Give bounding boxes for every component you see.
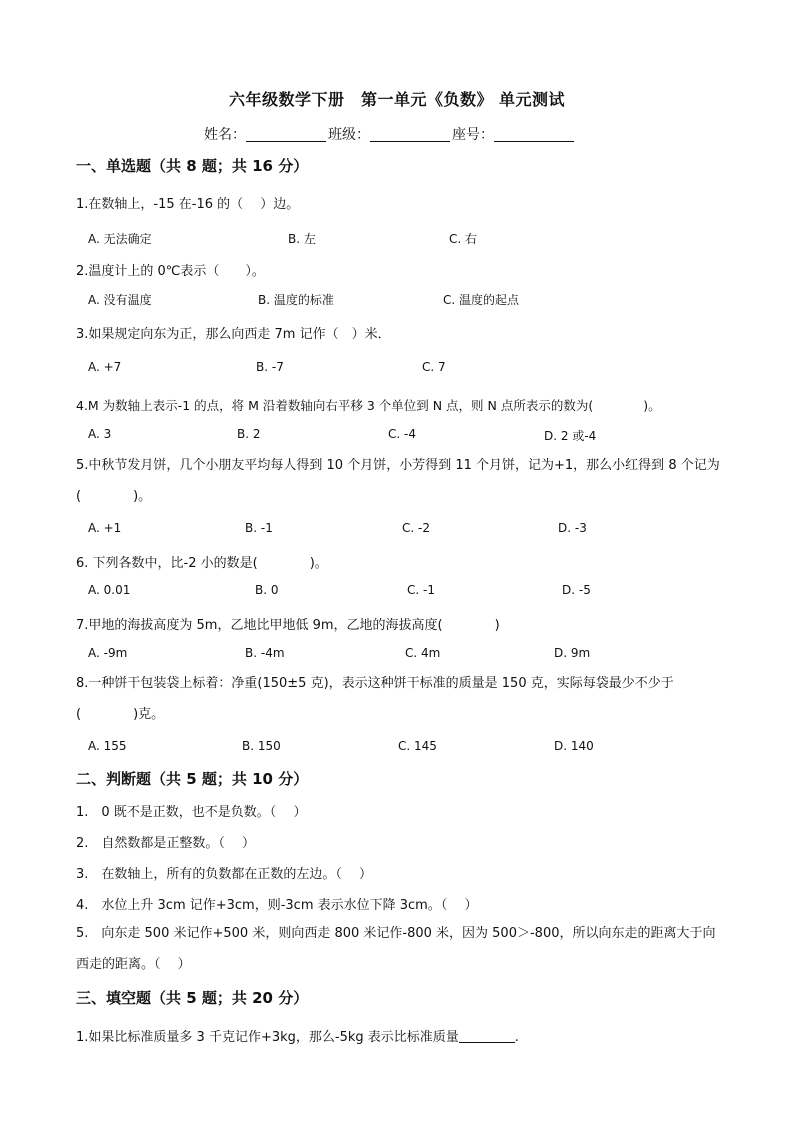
question-text: 2.温度计上的 0℃表示（ ）。	[76, 264, 265, 279]
answer-option[interactable]: B. 150	[242, 739, 281, 753]
answer-option[interactable]: D. -3	[558, 521, 587, 535]
answer-option[interactable]: B. 2	[237, 427, 261, 441]
question-text: 5.中秋节发月饼，几个小朋友平均每人得到 10 个月饼，小芳得到 11 个月饼，记为+1，那么小红得到 8 个记为( )。	[76, 458, 720, 504]
fill-question-suffix: .	[514, 1030, 519, 1045]
class-blank[interactable]	[370, 128, 450, 142]
answer-option[interactable]: B. -4m	[245, 646, 285, 660]
answer-blank[interactable]	[459, 1030, 515, 1043]
judge-question: 4. 水位上升 3cm 记作+3cm，则-3cm 表示水位下降 3cm。（ ）	[76, 898, 478, 913]
answer-option[interactable]: D. -5	[562, 583, 591, 597]
fill-question-text: 1.如果比标准质量多 3 千克记作+3kg，那么-5kg 表示比标准质量	[76, 1030, 459, 1045]
answer-option[interactable]: D. 9m	[554, 646, 591, 660]
question-text: 6. 下列各数中，比-2 小的数是( )。	[76, 556, 328, 571]
answer-option[interactable]: C. 145	[398, 739, 437, 753]
answer-option[interactable]: A. +7	[88, 360, 122, 374]
section-heading-judge: 二、判断题（共 5 题；共 10 分）	[76, 770, 309, 788]
answer-option[interactable]: A. +1	[88, 521, 122, 535]
fill-question	[76, 1026, 519, 1045]
question-text: 8.一种饼干包装袋上标着：净重(150±5 克)，表示这种饼干标准的质量是 150 克，实际每袋最少不少于( )克。	[76, 676, 674, 722]
answer-option[interactable]: C. -4	[388, 427, 416, 441]
page-title: 六年级数学下册 第一单元《负数》 单元测试	[228, 90, 566, 109]
question-text: 1.在数轴上，-15 在-16 的（ ）边。	[76, 197, 300, 212]
section-heading-mcq: 一、单选题（共 8 题；共 16 分）	[76, 157, 309, 175]
answer-option[interactable]: A. 无法确定	[88, 232, 152, 246]
seat-blank[interactable]	[494, 128, 574, 142]
judge-question: 3. 在数轴上，所有的负数都在正数的左边。（ ）	[76, 867, 373, 882]
answer-option[interactable]: D. 140	[554, 739, 594, 753]
answer-option[interactable]: C. 7	[422, 360, 446, 374]
answer-option[interactable]: B. -1	[245, 521, 273, 535]
question-text: 7.甲地的海拔高度为 5m，乙地比甲地低 9m，乙地的海拔高度( )	[76, 618, 500, 633]
answer-option[interactable]: D. 2 或-4	[544, 429, 597, 443]
name-blank[interactable]	[246, 128, 326, 142]
answer-option[interactable]: A. 155	[88, 739, 127, 753]
seat-label: 座号：	[452, 127, 494, 143]
student-info-line	[204, 124, 576, 144]
judge-question: 5. 向东走 500 米记作+500 米，则向西走 800 米记作-800 米，因为 500＞-800，所以向东走的距离大于向西走的距离。（ ）	[76, 926, 716, 972]
answer-option[interactable]: C. 右	[449, 232, 478, 246]
judge-question: 2. 自然数都是正整数。（ ）	[76, 836, 256, 851]
answer-option[interactable]: A. 没有温度	[88, 293, 152, 307]
answer-option[interactable]: A. -9m	[88, 646, 128, 660]
name-label: 姓名：	[204, 127, 246, 143]
answer-option[interactable]: C. -2	[402, 521, 430, 535]
answer-option[interactable]: B. 温度的标准	[258, 293, 334, 307]
answer-option[interactable]: B. 左	[288, 232, 316, 246]
question-text: 4.M 为数轴上表示-1 的点，将 M 沿着数轴向右平移 3 个单位到 N 点，则 N 点所表示的数为( )。	[76, 398, 661, 413]
answer-option[interactable]: C. 4m	[405, 646, 441, 660]
class-label: 班级：	[328, 127, 370, 143]
answer-option[interactable]: A. 0.01	[88, 583, 131, 597]
answer-option[interactable]: C. -1	[407, 583, 435, 597]
answer-option[interactable]: A. 3	[88, 427, 112, 441]
question-text: 3.如果规定向东为正，那么向西走 7m 记作（ ）米．	[76, 327, 391, 342]
judge-question: 1. 0 既不是正数，也不是负数。（ ）	[76, 805, 307, 820]
answer-option[interactable]: B. -7	[256, 360, 284, 374]
answer-option[interactable]: C. 温度的起点	[443, 293, 520, 307]
answer-option[interactable]: B. 0	[255, 583, 279, 597]
section-heading-fill: 三、填空题（共 5 题；共 20 分）	[76, 989, 309, 1007]
